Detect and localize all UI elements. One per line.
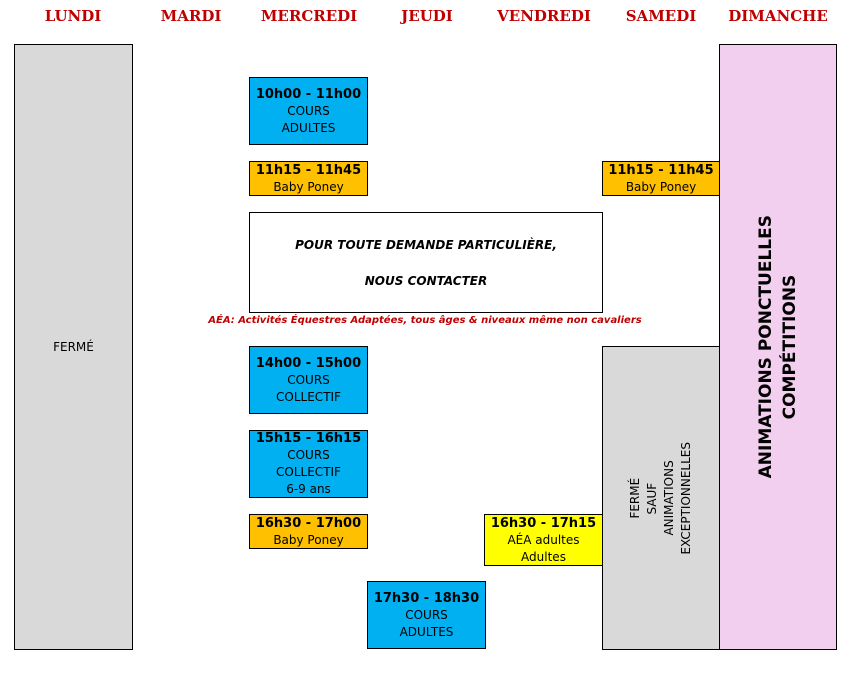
mercredi-baby-poney-afternoon — [249, 514, 368, 549]
slot-label: COURS — [287, 448, 330, 462]
header-dimanche: DIMANCHE — [728, 7, 828, 25]
dimanche-line: COMPÉTITIONS — [780, 274, 800, 420]
samedi-closed-text — [627, 442, 695, 555]
mercredi-baby-poney-morning — [249, 161, 368, 196]
dimanche-text — [754, 215, 802, 478]
header-mercredi: MERCREDI — [260, 7, 358, 25]
slot-label: Adultes — [521, 549, 566, 564]
contact-line: NOUS CONTACTER — [364, 273, 488, 288]
slot-time: 16h30 - 17h15 — [490, 515, 597, 531]
slot-time: 11h15 - 11h45 — [255, 162, 362, 178]
header-samedi: SAMEDI — [625, 7, 697, 25]
slot-time: 14h00 - 15h00 — [255, 355, 362, 371]
header-lundi: LUNDI — [44, 7, 102, 25]
slot-label: Baby Poney — [273, 532, 344, 547]
slot-label: Baby Poney — [273, 179, 344, 194]
slot-time: 16h30 - 17h00 — [255, 515, 362, 531]
slot-label: ADULTES — [399, 624, 454, 639]
slot-label: Baby Poney — [625, 179, 697, 194]
closed-line: SAUF — [645, 482, 659, 514]
slot-time: 10h00 - 11h00 — [255, 86, 362, 102]
slot-label: COLLECTIF — [276, 389, 341, 404]
mercredi-cours-collectif-6-9 — [249, 430, 368, 498]
closed-line: FERMÉ — [628, 477, 642, 519]
closed-line: ANIMATIONS — [662, 460, 676, 536]
header-mardi: MARDI — [160, 7, 222, 25]
lundi-closed-label: FERMÉ — [53, 339, 94, 354]
slot-label: COLLECTIF — [276, 465, 341, 479]
slot-time: 11h15 - 11h45 — [608, 162, 714, 178]
vendredi-aea-adultes — [484, 514, 603, 566]
jeudi-cours-adultes — [367, 581, 486, 649]
dimanche-animations-block — [719, 44, 837, 650]
mercredi-cours-adultes — [249, 77, 368, 145]
slot-label: ADULTES — [281, 120, 336, 135]
header-jeudi: JEUDI — [401, 7, 453, 25]
slot-time: 17h30 - 18h30 — [373, 590, 480, 606]
slot-time: 15h15 - 16h15 — [255, 431, 362, 446]
aea-note: AÉA: Activités Équestres Adaptées, tous âges & niveaux même non cavaliers — [208, 315, 642, 326]
mercredi-cours-collectif — [249, 346, 368, 414]
lundi-closed-block — [14, 44, 133, 650]
contact-line: POUR TOUTE DEMANDE PARTICULIÈRE, — [295, 237, 557, 252]
contact-box — [249, 212, 603, 313]
header-vendredi: VENDREDI — [497, 7, 591, 25]
slot-label: COURS — [287, 103, 330, 118]
samedi-closed-block — [602, 346, 720, 650]
slot-label: AÉA adultes — [507, 532, 580, 547]
slot-label: 6-9 ans — [286, 482, 331, 496]
slot-label: COURS — [405, 607, 448, 622]
closed-line: EXCEPTIONNELLES — [679, 441, 693, 555]
samedi-baby-poney — [602, 161, 720, 196]
slot-label: COURS — [287, 372, 330, 387]
dimanche-line: ANIMATIONS PONCTUELLES — [756, 215, 776, 479]
